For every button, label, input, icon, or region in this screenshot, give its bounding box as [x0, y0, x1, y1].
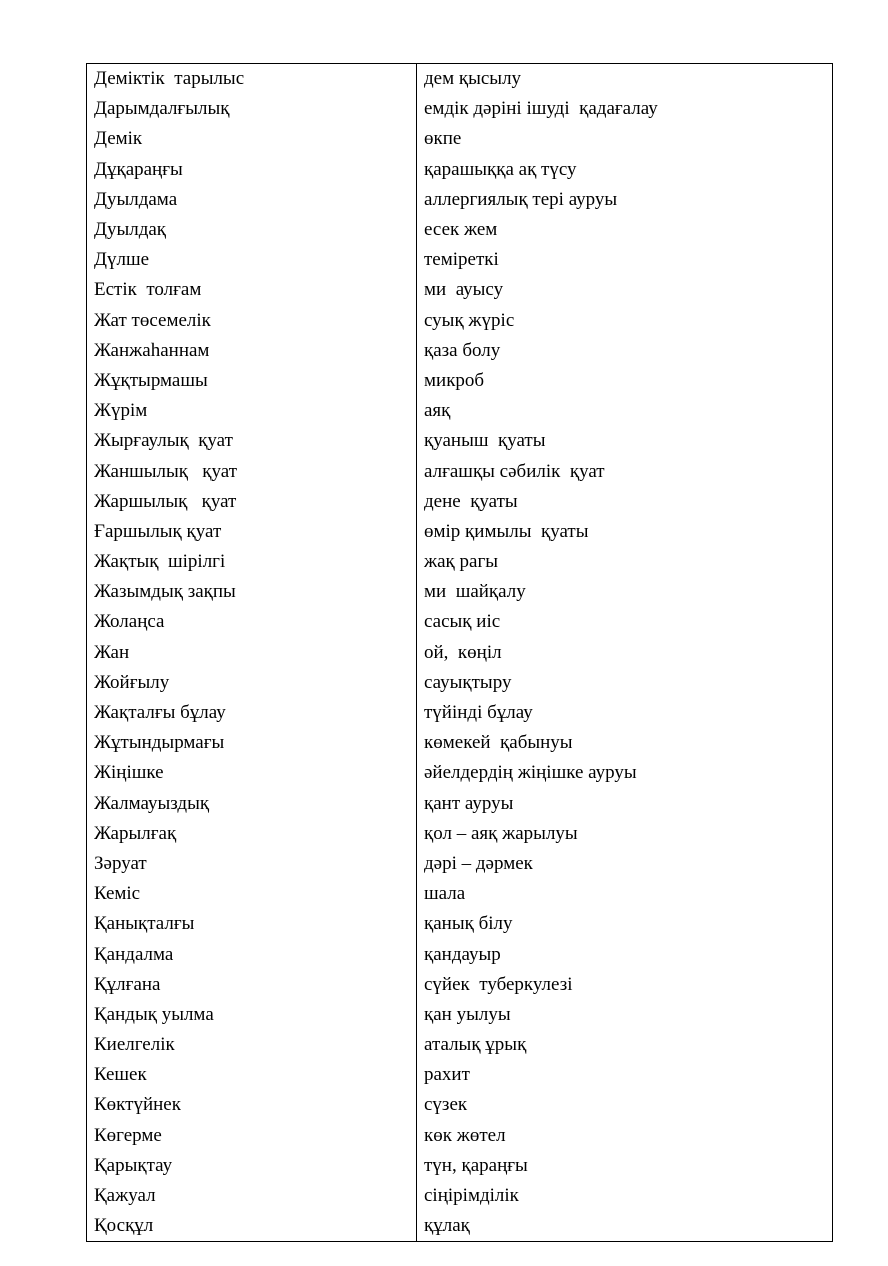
- meaning-cell: рахит: [417, 1060, 833, 1090]
- term-cell: Қандалма: [87, 939, 417, 969]
- term-cell: Жақтық шірілгі: [87, 547, 417, 577]
- table-row: [87, 728, 833, 758]
- meaning-cell: суық жүріс: [417, 306, 833, 336]
- table-row: [87, 517, 833, 547]
- term-cell: Көгерме: [87, 1121, 417, 1151]
- table-row: [87, 638, 833, 668]
- table-row: [87, 1151, 833, 1181]
- table-row: [87, 668, 833, 698]
- meaning-cell: қаза болу: [417, 336, 833, 366]
- table-row: [87, 879, 833, 909]
- meaning-cell: емдік дәріні ішуді қадағалау: [417, 94, 833, 124]
- table-row: [87, 607, 833, 637]
- meaning-cell: шала: [417, 879, 833, 909]
- meaning-cell: аяқ: [417, 396, 833, 426]
- meaning-cell: сіңірімділік: [417, 1181, 833, 1211]
- term-cell: Жарылғақ: [87, 819, 417, 849]
- meaning-cell: түйінді бұлау: [417, 698, 833, 728]
- meaning-cell: ми ауысу: [417, 275, 833, 305]
- meaning-cell: әйелдердің жіңішке ауруы: [417, 758, 833, 788]
- term-cell: Құлғана: [87, 970, 417, 1000]
- term-cell: Жойғылу: [87, 668, 417, 698]
- table-row: [87, 1030, 833, 1060]
- term-cell: Зәруат: [87, 849, 417, 879]
- meaning-cell: сүзек: [417, 1090, 833, 1120]
- term-cell: Кешек: [87, 1060, 417, 1090]
- term-cell: Естік толғам: [87, 275, 417, 305]
- term-cell: Жалмауыздық: [87, 789, 417, 819]
- term-cell: Қарықтау: [87, 1151, 417, 1181]
- term-cell: Дуылдама: [87, 185, 417, 215]
- term-cell: Көктүйнек: [87, 1090, 417, 1120]
- table-row: [87, 275, 833, 305]
- meaning-cell: аллергиялық тері ауруы: [417, 185, 833, 215]
- term-cell: Қосқұл: [87, 1211, 417, 1242]
- meaning-cell: жақ рагы: [417, 547, 833, 577]
- table-row: [87, 789, 833, 819]
- term-cell: Ғаршылық қуат: [87, 517, 417, 547]
- table-row: [87, 155, 833, 185]
- term-cell: Жүрім: [87, 396, 417, 426]
- meaning-cell: дәрі – дәрмек: [417, 849, 833, 879]
- glossary-table: [86, 63, 833, 1242]
- term-cell: Қандық уылма: [87, 1000, 417, 1030]
- term-cell: Жақталғы бұлау: [87, 698, 417, 728]
- meaning-cell: дене қуаты: [417, 487, 833, 517]
- meaning-cell: микроб: [417, 366, 833, 396]
- table-row: [87, 849, 833, 879]
- table-row: [87, 758, 833, 788]
- term-cell: Жұқтырмашы: [87, 366, 417, 396]
- term-cell: Жолаңса: [87, 607, 417, 637]
- term-cell: Дұқараңғы: [87, 155, 417, 185]
- term-cell: Дүлше: [87, 245, 417, 275]
- term-cell: Жырғаулық қуат: [87, 426, 417, 456]
- term-cell: Дуылдақ: [87, 215, 417, 245]
- table-row: [87, 185, 833, 215]
- meaning-cell: қарашыққа ақ түсу: [417, 155, 833, 185]
- table-row: [87, 577, 833, 607]
- meaning-cell: теміреткі: [417, 245, 833, 275]
- term-cell: Жанжаһаннам: [87, 336, 417, 366]
- term-cell: Жаншылық қуат: [87, 456, 417, 486]
- table-row: [87, 306, 833, 336]
- term-cell: Қажуал: [87, 1181, 417, 1211]
- table-row: [87, 366, 833, 396]
- table-row: [87, 245, 833, 275]
- table-row: [87, 396, 833, 426]
- meaning-cell: сасық иіс: [417, 607, 833, 637]
- term-cell: Дарымдалғылық: [87, 94, 417, 124]
- table-row: [87, 1060, 833, 1090]
- meaning-cell: ми шайқалу: [417, 577, 833, 607]
- meaning-cell: қант ауруы: [417, 789, 833, 819]
- table-row: [87, 487, 833, 517]
- glossary-table-body: [87, 64, 833, 1242]
- term-cell: Қанықталғы: [87, 909, 417, 939]
- meaning-cell: сүйек туберкулезі: [417, 970, 833, 1000]
- table-row: [87, 547, 833, 577]
- meaning-cell: өмір қимылы қуаты: [417, 517, 833, 547]
- table-row: [87, 1090, 833, 1120]
- term-cell: Жат төсемелік: [87, 306, 417, 336]
- term-cell: Кеміс: [87, 879, 417, 909]
- meaning-cell: есек жем: [417, 215, 833, 245]
- meaning-cell: қуаныш қуаты: [417, 426, 833, 456]
- meaning-cell: сауықтыру: [417, 668, 833, 698]
- table-row: [87, 426, 833, 456]
- table-row: [87, 698, 833, 728]
- meaning-cell: дем қысылу: [417, 64, 833, 95]
- meaning-cell: көк жөтел: [417, 1121, 833, 1151]
- table-row: [87, 94, 833, 124]
- meaning-cell: қан уылуы: [417, 1000, 833, 1030]
- table-row: [87, 1000, 833, 1030]
- table-row: [87, 215, 833, 245]
- table-row: [87, 456, 833, 486]
- table-row: [87, 1211, 833, 1242]
- meaning-cell: аталық ұрық: [417, 1030, 833, 1060]
- meaning-cell: өкпе: [417, 124, 833, 154]
- meaning-cell: ой, көңіл: [417, 638, 833, 668]
- meaning-cell: қанық білу: [417, 909, 833, 939]
- meaning-cell: қол – аяқ жарылуы: [417, 819, 833, 849]
- table-row: [87, 819, 833, 849]
- table-row: [87, 64, 833, 95]
- term-cell: Жұтындырмағы: [87, 728, 417, 758]
- term-cell: Жан: [87, 638, 417, 668]
- term-cell: Жаршылық қуат: [87, 487, 417, 517]
- term-cell: Жазымдық зақпы: [87, 577, 417, 607]
- table-row: [87, 939, 833, 969]
- term-cell: Жіңішке: [87, 758, 417, 788]
- table-row: [87, 336, 833, 366]
- meaning-cell: құлақ: [417, 1211, 833, 1242]
- term-cell: Киелгелік: [87, 1030, 417, 1060]
- meaning-cell: алғашқы сәбилік қуат: [417, 456, 833, 486]
- meaning-cell: түн, қараңғы: [417, 1151, 833, 1181]
- meaning-cell: көмекей қабынуы: [417, 728, 833, 758]
- term-cell: Деміктік тарылыс: [87, 64, 417, 95]
- table-row: [87, 970, 833, 1000]
- table-row: [87, 1121, 833, 1151]
- term-cell: Демік: [87, 124, 417, 154]
- table-row: [87, 124, 833, 154]
- meaning-cell: қандауыр: [417, 939, 833, 969]
- table-row: [87, 1181, 833, 1211]
- table-row: [87, 909, 833, 939]
